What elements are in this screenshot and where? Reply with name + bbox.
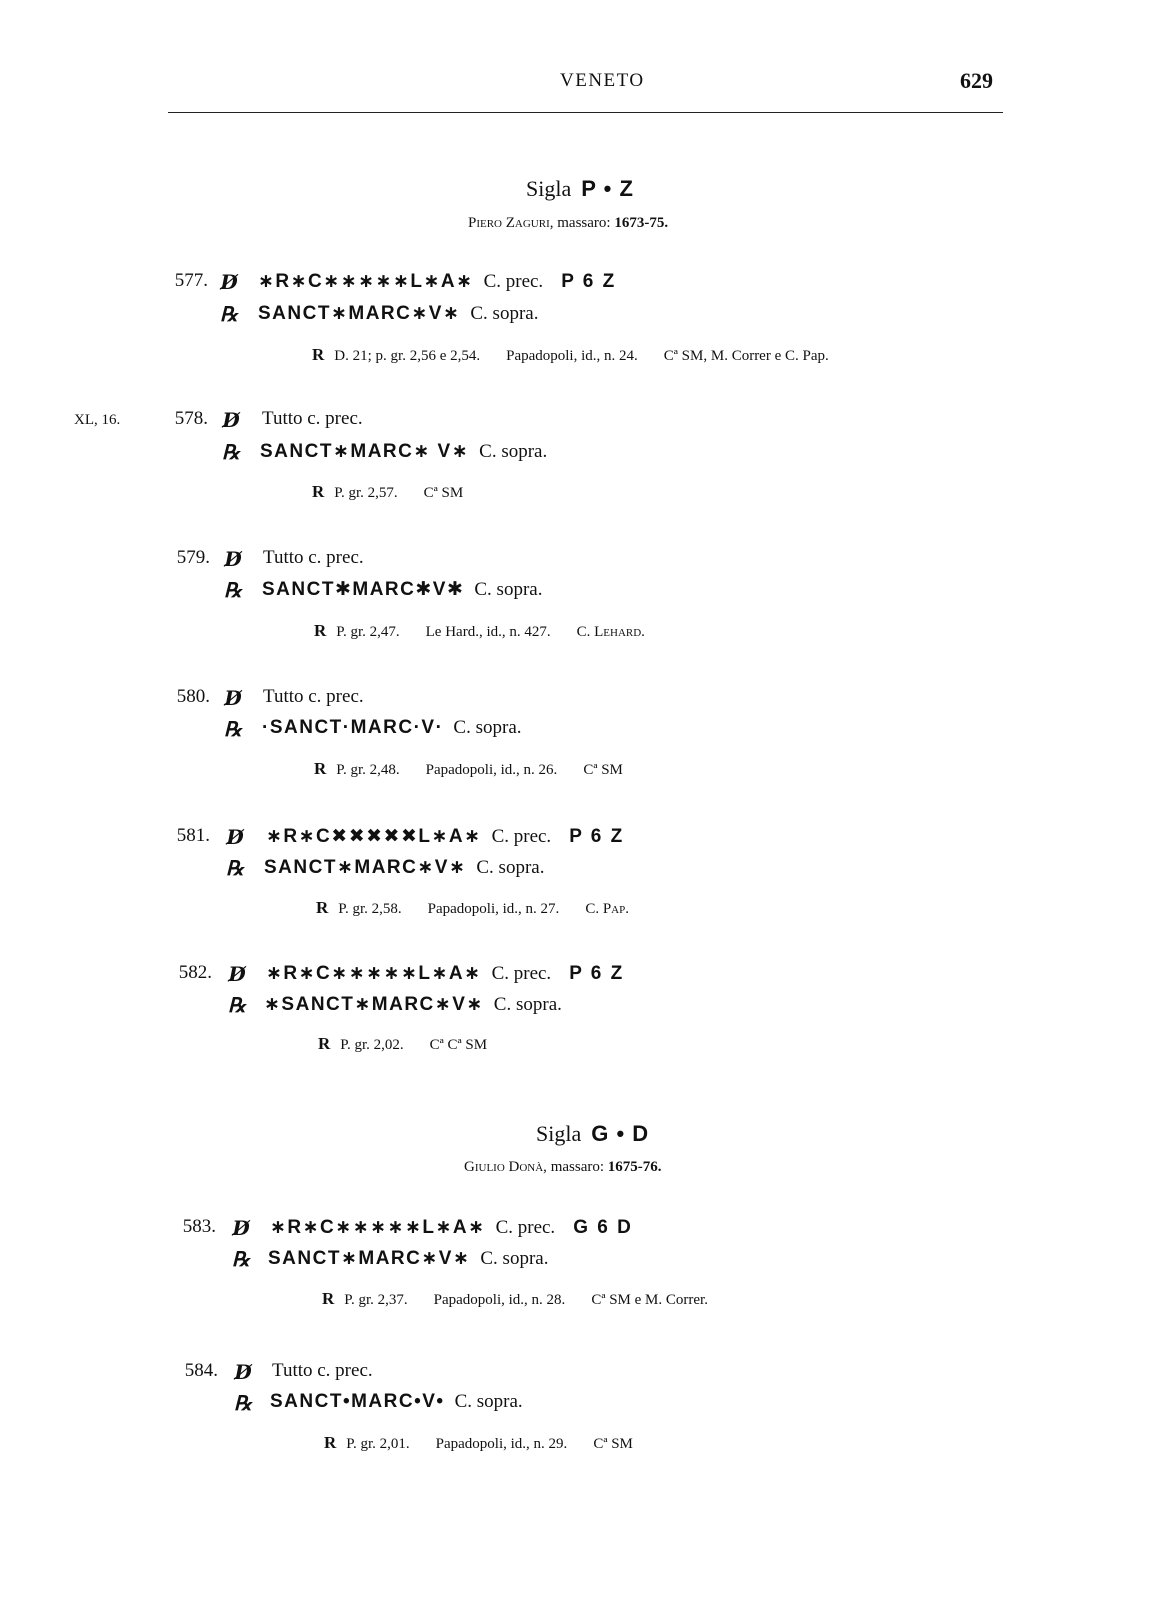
reverse-legend: SANCT∗MARC∗ V∗ [260, 441, 470, 462]
entry-number: 580. [176, 686, 210, 707]
obverse-note: Tutto c. prec. [272, 1360, 373, 1381]
reverse-line [260, 440, 547, 463]
weight-ref: P. gr. 2,01. [346, 1436, 410, 1452]
reference-line [318, 1034, 487, 1054]
reverse-symbol: ℞ [232, 1247, 250, 1271]
entry-number: 583. [182, 1216, 216, 1237]
reverse-line [262, 578, 542, 601]
rarity-mark: R [314, 759, 327, 778]
reverse-symbol: ℞ [226, 856, 244, 880]
reference-line [312, 482, 463, 502]
entry-number: 584. [184, 1360, 218, 1381]
reference-line [312, 345, 829, 365]
plate-reference: XL, 16. [74, 412, 121, 428]
rarity-mark: R [324, 1433, 337, 1452]
obverse-legend: ∗R∗C∗∗∗∗∗L∗A∗ [270, 1217, 486, 1238]
obverse-line [270, 1216, 633, 1239]
catalog-ref: Papadopoli, id., n. 28. [433, 1292, 566, 1308]
rarity-mark: R [312, 482, 325, 501]
obverse-note: C. prec. [491, 826, 552, 847]
reverse-symbol: ℞ [220, 302, 238, 326]
reverse-note: C. sopra. [480, 1248, 549, 1269]
collection-ref: Cª SM [583, 762, 623, 778]
catalog-ref: Papadopoli, id., n. 24. [506, 348, 638, 364]
reverse-line [264, 856, 544, 879]
rarity-mark: R [312, 345, 325, 364]
obverse-symbol: D̸ [220, 270, 238, 294]
reverse-note: C. sopra. [454, 1391, 523, 1412]
sigla-mark: P • Z [581, 176, 634, 201]
header-rule [168, 112, 1003, 113]
massaro-role: massaro: [557, 215, 611, 231]
reverse-legend: SANCT✱MARC✱V✱ [262, 579, 465, 600]
obverse-mark: P 6 Z [569, 826, 625, 847]
reverse-note: C. sopra. [479, 441, 548, 462]
entry-number: 578. [174, 408, 208, 429]
section-subtitle [464, 1159, 662, 1176]
reverse-note: C. sopra. [493, 994, 562, 1015]
obverse-line [262, 408, 363, 430]
reverse-line [268, 1247, 548, 1270]
weight-ref: D. 21; p. gr. 2,56 e 2,54. [334, 348, 481, 364]
massaro-role: massaro: [550, 1159, 605, 1175]
obverse-mark: P 6 Z [569, 963, 625, 984]
obverse-mark: P 6 Z [561, 271, 617, 292]
rarity-mark: R [322, 1289, 335, 1308]
collection-ref: Cª SM, M. Correr e C. Pap. [663, 348, 829, 364]
reverse-line [270, 1391, 523, 1413]
reference-line [324, 1433, 633, 1453]
obverse-note: C. prec. [483, 271, 544, 292]
reverse-legend: ·SANCT·MARC·V· [262, 717, 444, 738]
section-title-label: Sigla [536, 1121, 582, 1146]
reverse-legend: SANCT∗MARC∗V∗ [258, 303, 461, 324]
rarity-mark: R [318, 1034, 331, 1053]
obverse-legend: ∗R∗C∗∗∗∗∗L∗A∗ [266, 963, 482, 984]
reverse-note: C. sopra. [470, 303, 539, 324]
reference-line [314, 621, 645, 641]
obverse-line [263, 547, 364, 569]
collection-ref: C. Lehard. [576, 624, 645, 640]
obverse-symbol: D̸ [224, 547, 242, 571]
section-title [526, 176, 634, 202]
obverse-legend: ∗R∗C✖✖✖✖✖L∗A∗ [266, 826, 482, 847]
reverse-legend: SANCT∗MARC∗V∗ [264, 857, 467, 878]
rarity-mark: R [314, 621, 327, 640]
weight-ref: P. gr. 2,57. [334, 485, 398, 501]
catalog-ref: Le Hard., id., n. 427. [425, 624, 551, 640]
reverse-symbol: ℞ [234, 1391, 252, 1415]
obverse-legend: ∗R∗C∗∗∗∗∗L∗A∗ [258, 271, 474, 292]
massaro-name: Piero Zaguri, [468, 215, 554, 231]
section-subtitle [468, 215, 668, 232]
page-number: 629 [960, 68, 993, 93]
catalog-ref: Papadopoli, id., n. 27. [427, 901, 560, 917]
obverse-symbol: D̸ [224, 686, 242, 710]
reference-line [316, 898, 629, 918]
obverse-note: Tutto c. prec. [262, 408, 363, 429]
entry-number: 582. [178, 962, 212, 983]
obverse-symbol: D̸ [222, 408, 240, 432]
entry-number: 581. [176, 825, 210, 846]
reverse-line [264, 993, 562, 1016]
obverse-symbol: D̸ [226, 825, 244, 849]
sigla-mark: G • D [591, 1121, 650, 1146]
obverse-note: Tutto c. prec. [263, 686, 364, 707]
obverse-symbol: D̸ [234, 1360, 252, 1384]
massaro-dates: 1673-75. [614, 215, 669, 231]
obverse-line [266, 825, 624, 848]
weight-ref: P. gr. 2,58. [338, 901, 402, 917]
weight-ref: P. gr. 2,02. [340, 1037, 404, 1053]
obverse-symbol: D̸ [232, 1216, 250, 1240]
reverse-symbol: ℞ [228, 993, 246, 1017]
reverse-symbol: ℞ [224, 578, 242, 602]
collection-ref: Cª SM e M. Correr. [591, 1292, 708, 1308]
reverse-legend: ∗SANCT∗MARC∗V∗ [264, 994, 484, 1015]
obverse-line [272, 1360, 373, 1382]
collection-ref: Cª Cª SM [429, 1037, 488, 1053]
weight-ref: P. gr. 2,47. [336, 624, 400, 640]
section-title-label: Sigla [526, 176, 572, 201]
collection-ref: C. Pap. [585, 901, 629, 917]
collection-ref: Cª SM [593, 1436, 633, 1452]
obverse-symbol: D̸ [228, 962, 246, 986]
entry-number: 579. [176, 547, 210, 568]
reverse-note: C. sopra. [453, 717, 522, 738]
catalog-ref: Papadopoli, id., n. 29. [435, 1436, 568, 1452]
massaro-name: Giulio Donà, [464, 1159, 547, 1175]
weight-ref: P. gr. 2,37. [344, 1292, 408, 1308]
reverse-note: C. sopra. [476, 857, 545, 878]
obverse-note: Tutto c. prec. [263, 547, 364, 568]
reverse-legend: SANCT•MARC•V• [270, 1391, 445, 1412]
running-header-title: VENETO [560, 70, 645, 91]
entry-number: 577. [174, 270, 208, 291]
obverse-line [258, 270, 616, 293]
reverse-symbol: ℞ [222, 440, 240, 464]
obverse-mark: G 6 D [573, 1217, 633, 1238]
reverse-line [258, 302, 538, 325]
reverse-note: C. sopra. [474, 579, 543, 600]
section-title [536, 1121, 649, 1147]
rarity-mark: R [316, 898, 329, 917]
collection-ref: Cª SM [423, 485, 464, 501]
obverse-line [263, 686, 364, 708]
obverse-note: C. prec. [491, 963, 552, 984]
reverse-legend: SANCT∗MARC∗V∗ [268, 1248, 471, 1269]
reverse-line [262, 717, 522, 739]
catalog-ref: Papadopoli, id., n. 26. [425, 762, 558, 778]
reference-line [322, 1289, 708, 1309]
reverse-symbol: ℞ [224, 717, 242, 741]
obverse-note: C. prec. [495, 1217, 556, 1238]
obverse-line [266, 962, 624, 985]
weight-ref: P. gr. 2,48. [336, 762, 400, 778]
reference-line [314, 759, 623, 779]
massaro-dates: 1675-76. [607, 1159, 662, 1175]
